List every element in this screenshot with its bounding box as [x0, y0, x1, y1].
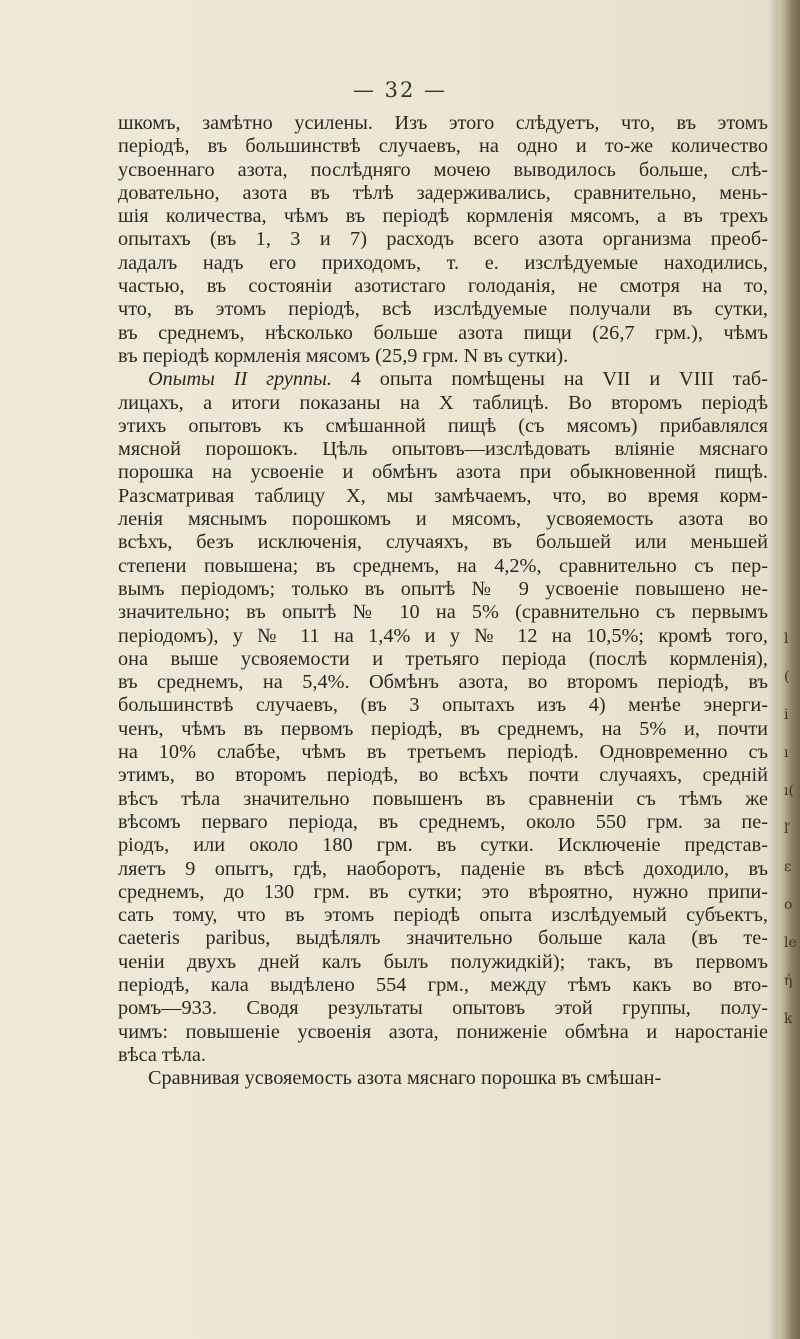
text-line: Сравнивая усвояемость азота мяснаго порошка въ смѣшан-	[148, 1067, 662, 1090]
text-line: ченіи двухъ дней калъ былъ полужидкій); такъ, въ первомъ	[118, 950, 768, 973]
text-fragment: 4 опыта помѣщены на VII и VIII таб-	[331, 368, 768, 391]
margin-glyph: le	[784, 935, 797, 951]
text-line: значительно; въ опытѣ № 10 на 5% (сравнительно съ первымъ	[118, 601, 768, 624]
text-line: вѣсомъ перваго періода, въ среднемъ, около 550 грм. за пе-	[118, 810, 768, 833]
margin-glyph: ή	[784, 973, 793, 989]
margin-glyph: i	[784, 707, 789, 723]
margin-glyph: k	[784, 1011, 793, 1027]
text-line: ляетъ 9 опытъ, гдѣ, наоборотъ, паденіе въ вѣсѣ доходило, въ	[118, 857, 768, 880]
margin-glyph: ο	[784, 897, 793, 913]
text-line: шкомъ, замѣтно усилены. Изъ этого слѣдуетъ, что, въ этомъ	[118, 112, 768, 134]
text-line: усвоеннаго азота, послѣдняго мочею выводилось больше, слѣ-	[118, 158, 768, 181]
text-line: она выше усвояемости и третьяго періода (послѣ кормленія),	[118, 647, 768, 670]
text-line: шія количества, чѣмъ въ періодѣ кормленія мясомъ, а въ трехъ	[118, 205, 768, 228]
body-text	[118, 112, 768, 1090]
text-line: сать тому, что въ этомъ періодѣ опыта изслѣдуемый субъектъ,	[118, 904, 768, 927]
text-line: что, въ этомъ періодѣ, всѣ изслѣдуемые получали въ сутки,	[118, 298, 768, 321]
text-line: періодомъ), у № 11 на 1,4% и у № 12 на 10,5%; кромѣ того,	[118, 624, 768, 647]
text-line: на 10% слабѣе, чѣмъ въ третьемъ періодѣ. Одновременно съ	[118, 741, 768, 764]
text-line: caeteris paribus, выдѣлялъ значительно больше кала (въ те-	[118, 927, 768, 950]
text-line: въ среднемъ, на 5,4%. Обмѣнъ азота, во второмъ періодѣ, въ	[118, 671, 768, 694]
text-line: вымъ періодомъ; только въ опытѣ № 9 усвоеніе повышено не-	[118, 577, 768, 600]
text-line: степени повышена; въ среднемъ, на 4,2%, сравнительно съ пер-	[118, 554, 768, 577]
text-line: довательно, азота въ тѣлѣ задерживались, сравнительно, мень-	[118, 181, 768, 204]
margin-glyph: l	[784, 631, 789, 647]
text-line: ленія мяснымъ порошкомъ и мясомъ, усвояемость азота во	[118, 508, 768, 531]
text-line: періодѣ, кала выдѣлено 554 грм., между тѣмъ какъ во вто-	[118, 973, 768, 996]
text-line: въ періодѣ кормленія мясомъ (25,9 грм. N въ сутки).	[118, 344, 569, 367]
text-line: ріодъ, или около 180 грм. въ сутки. Исключеніе представ-	[118, 834, 768, 857]
text-line: большинствѣ случаевъ, (въ 3 опытахъ изъ 4) менѣе энерги-	[118, 694, 768, 717]
text-line: мясной порошокъ. Цѣль опытовъ—изслѣдовать вліяніе мяснаго	[118, 438, 768, 461]
text-line: Разсматривая таблицу X, мы замѣчаемъ, что, во время корм-	[118, 484, 768, 507]
margin-glyph: ε	[784, 859, 792, 875]
text-line: опытахъ (въ 1, 3 и 7) расходъ всего азота организма преоб-	[118, 228, 768, 251]
text-line: періодѣ, въ большинствѣ случаевъ, на одно и то-же количество	[118, 135, 768, 158]
text-line: ромъ—933. Сводя результаты опытовъ этой группы, полу-	[118, 997, 768, 1020]
page-number: — 32 —	[352, 78, 448, 102]
text-line: частью, въ состояніи азотистаго голоданія, не смотря на то,	[118, 275, 768, 298]
text-line: вѣсъ тѣла значительно повышенъ въ сравненіи съ тѣмъ же	[118, 787, 768, 810]
section-heading: Опыты II группы.	[148, 368, 332, 391]
facing-page-glyphs	[784, 620, 798, 1038]
text-line: вѣса тѣла.	[118, 1043, 206, 1066]
spine-shadow	[768, 0, 778, 1339]
paragraph-heading-line	[118, 368, 768, 391]
text-line: въ среднемъ, нѣсколько больше азота пищи (26,7 грм.), чѣмъ	[118, 321, 768, 344]
margin-glyph: (	[784, 669, 790, 685]
text-line: этимъ, во второмъ періодѣ, во всѣхъ почти случаяхъ, средній	[118, 764, 768, 787]
text-line: чимъ: повышеніе усвоенія азота, пониженіе обмѣна и наростаніе	[118, 1020, 768, 1043]
text-line: ладалъ надъ его приходомъ, т. е. изслѣдуемые находились,	[118, 251, 768, 274]
margin-glyph: ľ	[784, 821, 789, 837]
text-line: порошка на усвоеніе и обмѣнъ азота при обыкновенной пищѣ.	[118, 461, 768, 484]
text-line: всѣхъ, безъ исключенія, случаяхъ, въ большей или меньшей	[118, 531, 768, 554]
text-line: лицахъ, а итоги показаны на X таблицѣ. Во второмъ періодѣ	[118, 391, 768, 414]
text-line: среднемъ, до 130 грм. въ сутки; это вѣроятно, нужно припи-	[118, 880, 768, 903]
text-line: этихъ опытовъ къ смѣшанной пищѣ (съ мясомъ) прибавлялся	[118, 414, 768, 437]
margin-glyph: ı	[784, 745, 789, 761]
text-line: ченъ, чѣмъ въ первомъ періодѣ, въ среднемъ, на 5% и, почти	[118, 717, 768, 740]
margin-glyph: ı(	[784, 783, 794, 799]
